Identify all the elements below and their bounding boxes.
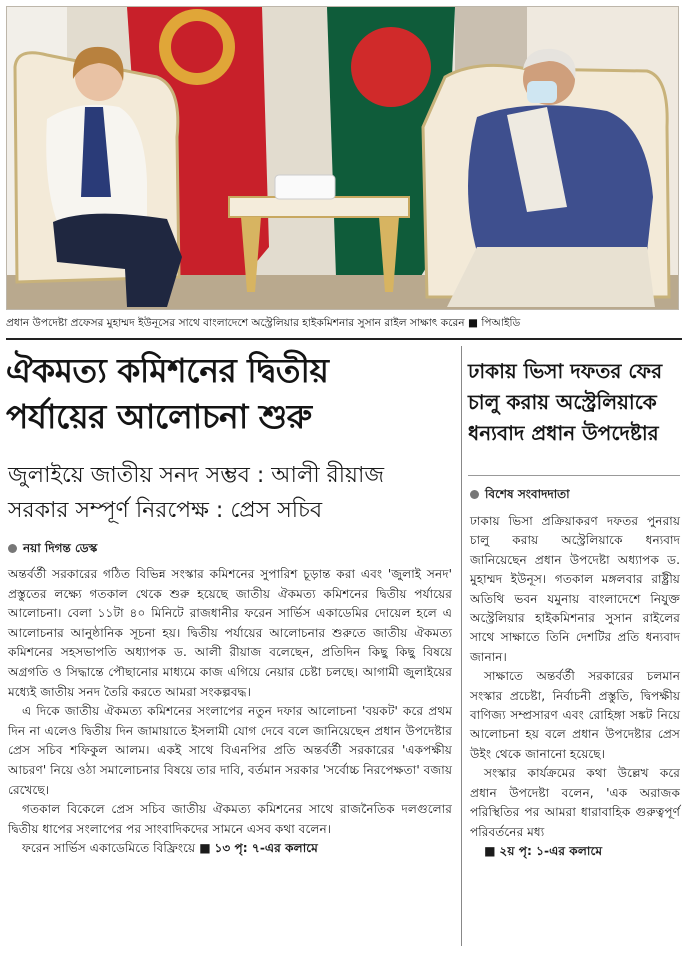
caption-separator: ■ xyxy=(468,317,482,329)
bangladesh-flag-circle xyxy=(351,27,431,107)
table-items xyxy=(275,175,335,199)
main-article xyxy=(6,340,456,952)
main-paragraph: এ দিকে জাতীয় ঐকমত্য কমিশনের সংলাপের নতুন দফার আলোচনা 'বয়কট' করে প্রথম দিন না এলেও দ্বিতীয় দিন জামায়াতে ইসলামী যোগ দেবে বলে জানিয়েছেন প্রধান উপদেষ্টার প্রেস সচিব শফিকুল আলম। একই সাথে বিএনপির প্রতি অন্তর্বর্তী সরকারের 'একপক্ষীয় আচরণ' নিয়ে ওঠা সমালোচনার বিষয়ে তার দাবি, বর্তমান সরকার 'সর্বোচ্চ নিরপেক্ষতা' বজায় রেখেছে। xyxy=(8,704,452,797)
main-subhead-1: জুলাইয়ে জাতীয় সনদ সম্ভব : আলী রীয়াজ xyxy=(8,463,385,488)
continuation-square-icon: ■ xyxy=(484,843,500,858)
side-headline-divider xyxy=(468,475,680,476)
side-headline-line2: চালু করায় অস্ট্রেলিয়াকে xyxy=(468,390,657,414)
side-headline xyxy=(468,356,680,449)
news-photo xyxy=(6,6,679,310)
side-headline-line1: ঢাকায় ভিসা দফতর ফের xyxy=(468,359,663,383)
side-continuation[interactable] xyxy=(470,842,680,861)
main-paragraph: গতকাল বিকেলে প্রেস সচিব জাতীয় ঐকমত্য কমিশনের সাথে রাজনৈতিক দলগুলোর দ্বিতীয় ধাপের সংলাপের পর সাংবাদিকদের সামনে এসব কথা বলেন। xyxy=(8,802,452,836)
side-continuation-ref: ২য় পৃ: ১-এর কলামে xyxy=(499,843,603,858)
main-continuation[interactable] xyxy=(8,839,452,859)
main-byline xyxy=(8,540,97,560)
side-paragraph: সাক্ষাতে অন্তর্বর্তী সরকারের চলমান সংস্কার প্রচেষ্টা, নির্বাচনী প্রস্তুতি, দ্বিপক্ষীয় বাণিজ্য সম্প্রসারণ এবং রোহিঙ্গা সঙ্কট নিয়ে আলোচনা হয় বলে প্রধান উপদেষ্টার প্রেস উইং থেকে জানানো হয়েছে। xyxy=(470,669,680,761)
main-byline-text: নয়া দিগন্ত ডেস্ক xyxy=(23,541,98,555)
side-paragraph: ঢাকায় ভিসা প্রক্রিয়াকরণ দফতর পুনরায় চালু করায় অস্ট্রেলিয়াকে ধন্যবাদ জানিয়েছেন প্রধান উপদেষ্টা অধ্যাপক ড. মুহাম্মদ ইউনূস। গতকাল মঙ্গলবার রাষ্ট্রীয় অতিথি ভবন যমুনায় বাংলাদেশে নিযুক্ত অস্ট্রেলিয়ার হাইকমিশনার সুসান রাইলের সাথে সাক্ষাতে তিনি দেশটির প্রতি ধন্যবাদ জানান। xyxy=(470,514,680,664)
byline-bullet-icon xyxy=(470,490,479,499)
main-headline-line1: ঐকমত্য কমিশনের দ্বিতীয় xyxy=(6,351,329,390)
caption-text: প্রধান উপদেষ্টা প্রফেসর মুহাম্মদ ইউনূসের সাথে বাংলাদেশে অস্ট্রেলিয়ার হাইকমিশনার সুসান রাইল সাক্ষাৎ করেন xyxy=(6,317,465,329)
main-headline xyxy=(6,348,446,440)
side-byline-text: বিশেষ সংবাদদাতা xyxy=(485,487,570,501)
main-continuation-text: ফরেন সার্ভিস একাডেমিতে বিফ্রিংয়ে xyxy=(22,841,196,856)
side-headline-line3: ধন্যবাদ প্রধান উপদেষ্টার xyxy=(468,421,659,445)
emblem-seal-inner xyxy=(171,21,223,73)
byline-bullet-icon xyxy=(8,544,17,553)
photo-caption xyxy=(6,314,682,332)
side-byline xyxy=(470,486,570,506)
side-article-body xyxy=(470,512,680,861)
man-trousers xyxy=(447,247,655,307)
side-table-top xyxy=(229,197,409,217)
photo-illustration xyxy=(7,7,678,309)
main-continuation-ref: ১৩ পৃ: ৭-এর কলামে xyxy=(214,841,318,856)
caption-credit: পিআইডি xyxy=(481,317,521,329)
main-subhead-2: সরকার সম্পূর্ণ নিরপেক্ষ : প্রেস সচিব xyxy=(8,498,323,523)
main-article-body xyxy=(8,565,452,859)
man-mask xyxy=(527,81,557,103)
continuation-square-icon: ■ xyxy=(199,841,215,856)
side-paragraph: সংস্কার কার্যক্রমের কথা উল্লেখ করে প্রধান উপদেষ্টা বলেন, 'এক অরাজক পরিস্থিতির পর আমরা ধারাবাহিক গুরুত্বপূর্ণ পরিবর্তনের মধ্য xyxy=(470,766,680,839)
main-paragraph: অন্তর্বর্তী সরকারের গঠিত বিভিন্ন সংস্কার কমিশনের সুপারিশ চূড়ান্ত করা এবং 'জুলাই সনদ' প্রস্তুতের লক্ষ্যে গতকাল থেকে শুরু হয়েছে জাতীয় ঐকমত্য কমিশনের দ্বিতীয় পর্যায়ের আলোচনা। বেলা ১১টা ৪০ মিনিটে রাজধানীর ফরেন সার্ভিস একাডেমির দোয়েল হলে এ আলোচনার আনুষ্ঠানিক সূচনা হয়। দ্বিতীয় পর্যায়ের আলোচনার শুরুতে জাতীয় ঐকমত্য কমিশনের সহসভাপতি অধ্যাপক ড. আলী রীয়াজ বলেছেন, প্রতিদিন কিছু কিছু বিষয়ে অগ্রগতি ও সিদ্ধান্তে পৌছানোর মাধ্যমে কাজ এগিয়ে নেয়ার চেষ্টা চলছে। আগামী জুলাইয়ের মধ্যেই জাতীয় সনদ তৈরি করতে আমরা সংকল্পবদ্ধ। xyxy=(8,567,452,699)
column-divider xyxy=(461,346,462,946)
main-headline-line2: পর্যায়ের আলোচনা শুরু xyxy=(6,397,312,436)
side-article xyxy=(468,340,682,952)
